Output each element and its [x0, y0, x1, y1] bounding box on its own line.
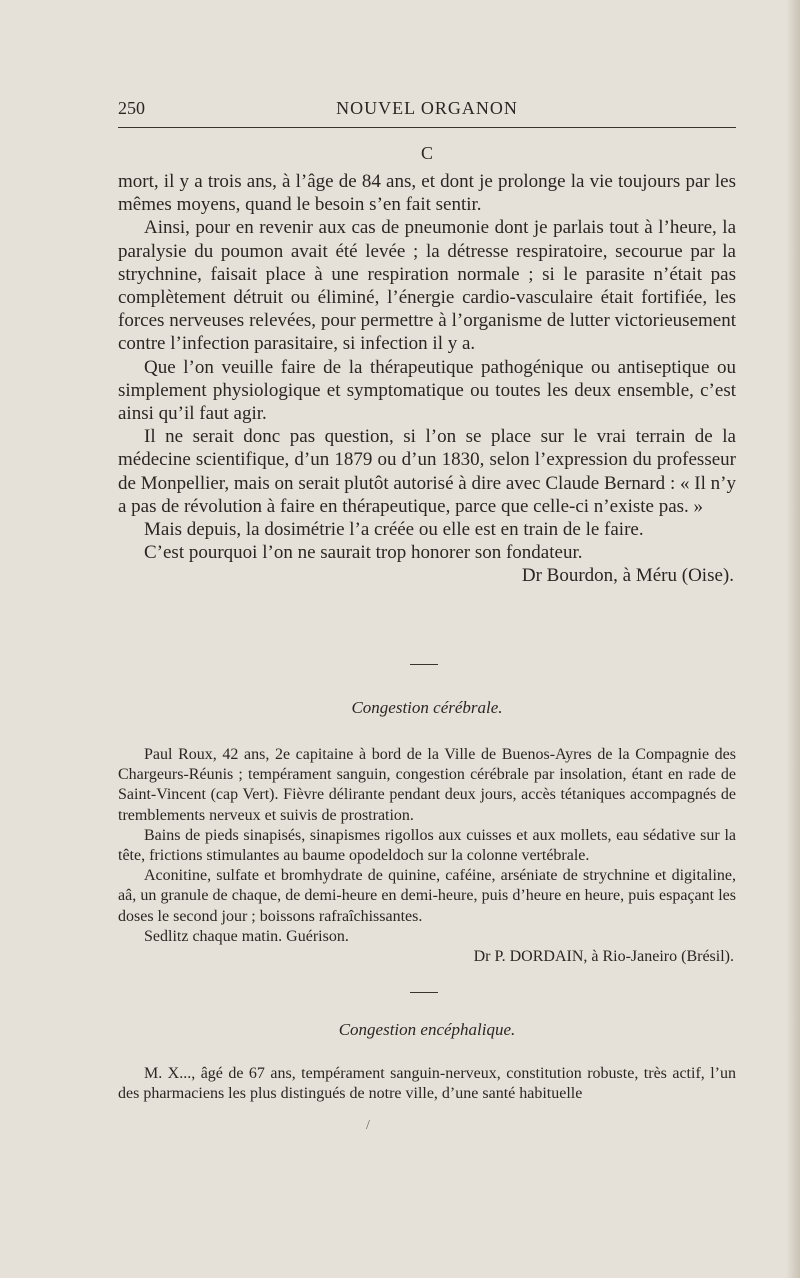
running-header	[118, 98, 736, 124]
paragraph: Sedlitz chaque matin. Guérison.	[144, 927, 349, 945]
section-heading: Congestion encéphalique.	[338, 1020, 516, 1039]
paragraph: Il ne serait donc pas question, si l’on se place sur le vrai terrain de la médecine scientifique, d’un 1879 ou d’un 1830, selon l’expression du professeur de Monpellier, mais on serait plutôt autorisé à dire avec Claude Bernard : « Il n’y a pas de révolution à faire en thérapeutique, parce que celle-ci n’existe pas. »	[118, 426, 736, 517]
page-edge-shadow	[786, 0, 800, 1278]
header-rule	[118, 127, 736, 128]
paragraph: Ainsi, pour en revenir aux cas de pneumonie dont je parlais tout à l’heure, la paralysie du poumon avait été levée ; la détresse respiratoire, secourue par la strychnine, faisait place à une respiration normale ; si le parasite n’était pas complètement détruit ou éliminé, l’énergie cardio-vasculaire était fortifiée, les forces nerveuses relevées, pour permettre à l’organisme de lutter victorieusement contre l’infection parasitaire, si infection il y a.	[118, 217, 736, 355]
paragraph: C’est pourquoi l’on ne saurait trop honorer son fondateur.	[144, 542, 583, 564]
paragraph: Aconitine, sulfate et bromhydrate de quinine, caféine, arséniate de strychnine et digitaline, aâ, un granule de chaque, de demi-heure en demi-heure, puis d’heure en heure, puis espaçant les doses le second jour ; boissons rafraîchissantes.	[118, 867, 736, 925]
author-signature: Dr P. DORDAIN, à Rio-Janeiro (Brésil).	[473, 948, 734, 966]
paragraph: Mais depuis, la dosimétrie l’a créée ou elle est en train de le faire.	[144, 519, 644, 541]
paragraph: Bains de pieds sinapisés, sinapismes rigollos aux cuisses et aux mollets, eau sédative sur la tête, frictions stimulantes au baume opodeldoch sur la colonne vertébrale.	[118, 826, 736, 865]
section-heading: Congestion cérébrale.	[351, 698, 503, 717]
author-signature: Dr Bourdon, à Méru (Oise).	[521, 565, 734, 587]
footer-mark: /	[366, 1118, 370, 1133]
signature-mark: C	[420, 143, 433, 163]
section-3-text	[118, 1064, 736, 1104]
paragraph: M. X..., âgé de 67 ans, tempérament sanguin-nerveux, constitution robuste, très actif, l’un des pharmaciens les plus distingués de notre ville, d’une santé habituelle	[118, 1065, 736, 1103]
paragraph: mort, il y a trois ans, à l’âge de 84 ans, et dont je prolonge la vie toujours par les mêmes moyens, quand le besoin s’en fait sentir.	[118, 171, 736, 216]
section-1-text	[118, 170, 736, 588]
section-separator	[410, 992, 438, 993]
running-title: NOUVEL ORGANON	[336, 98, 518, 118]
paragraph: Paul Roux, 42 ans, 2e capitaine à bord de la Ville de Buenos-Ayres de la Compagnie des Chargeurs-Réunis ; tempérament sanguin, congestion cérébrale par insolation, étant en rade de Saint-Vincent (cap Vert). Fièvre délirante pendant deux jours, accès tétaniques accompagnés de tremblements nerveux et suivis de prostration.	[118, 746, 736, 824]
section-separator	[410, 664, 438, 665]
section-2-text	[118, 745, 736, 967]
paragraph: Que l’on veuille faire de la thérapeutique pathogénique ou antiseptique ou simplement physiologique et symptomatique ou toutes les deux ensemble, c’est ainsi qu’il faut agir.	[118, 356, 736, 425]
page-number: 250	[118, 98, 145, 118]
